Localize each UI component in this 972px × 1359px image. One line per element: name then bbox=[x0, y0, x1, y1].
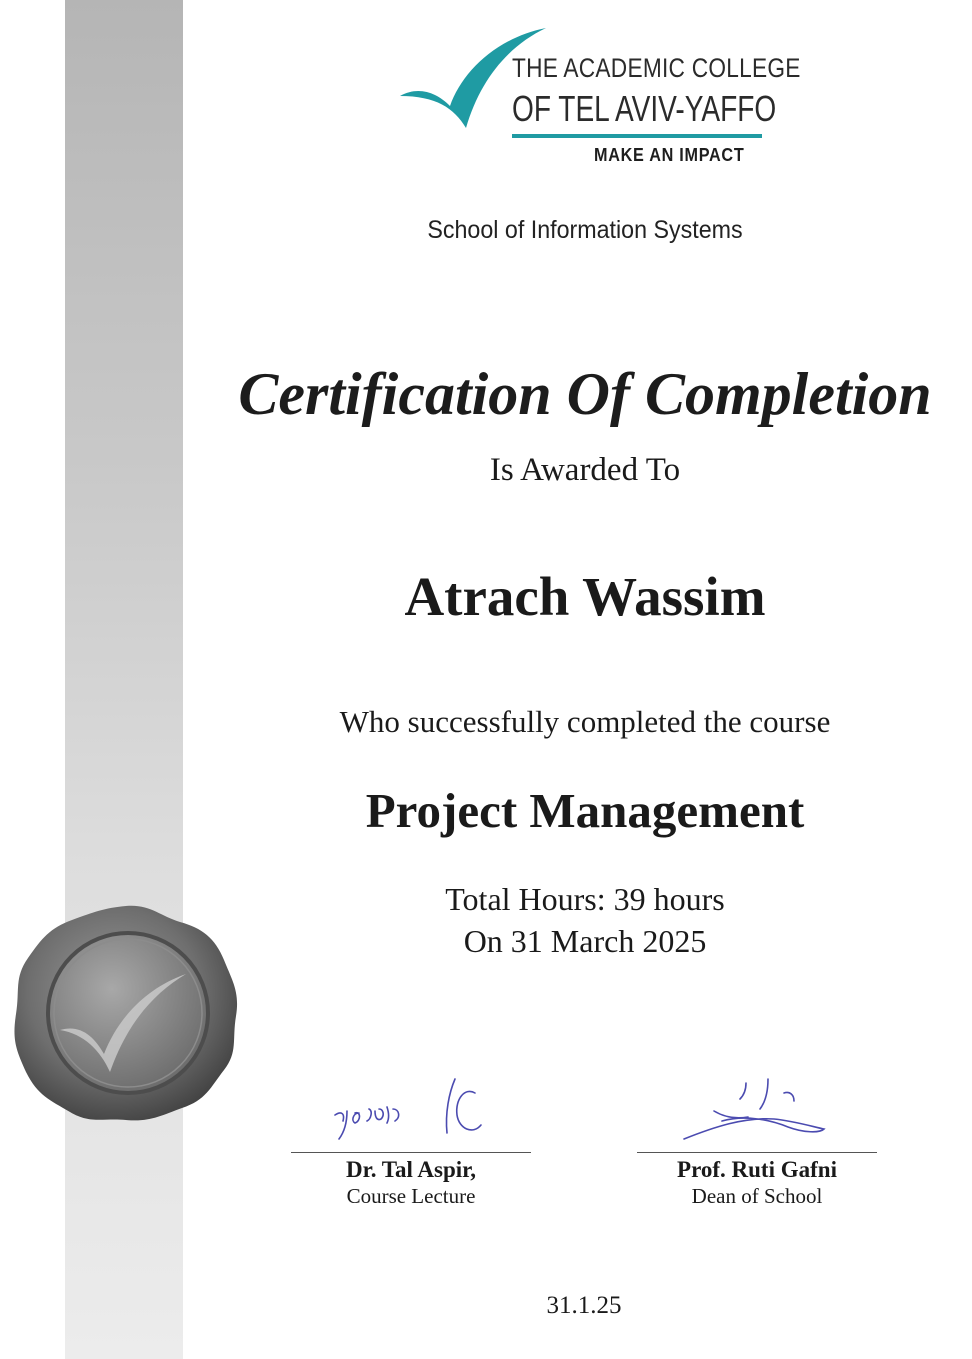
signature-line bbox=[637, 1152, 877, 1153]
course-name: Project Management bbox=[365, 783, 805, 838]
signatory-dean bbox=[637, 1152, 877, 1209]
decorative-ribbon bbox=[65, 0, 183, 1359]
logo-tagline: MAKE AN IMPACT bbox=[594, 145, 745, 165]
signatory-lecturer bbox=[291, 1152, 531, 1209]
signatory-role: Course Lecture bbox=[346, 1184, 476, 1208]
certificate-title: Certification Of Completion bbox=[238, 361, 932, 427]
completed-course-text: Who successfully completed the course bbox=[339, 704, 831, 739]
completion-date: On 31 March 2025 bbox=[463, 923, 707, 959]
college-logo bbox=[396, 24, 801, 174]
recipient-name: Atrach Wassim bbox=[404, 566, 766, 627]
logo-rule bbox=[512, 134, 762, 138]
awarded-to-text: Is Awarded To bbox=[489, 452, 681, 488]
school-name: School of Information Systems bbox=[427, 216, 743, 244]
total-hours: Total Hours: 39 hours bbox=[445, 881, 725, 917]
logo-line-1: THE ACADEMIC COLLEGE bbox=[512, 53, 801, 83]
logo-line-2: OF TEL AVIV-YAFFO bbox=[512, 88, 777, 129]
signature-left bbox=[325, 1075, 505, 1147]
signature-line bbox=[291, 1152, 531, 1153]
signatory-role: Dean of School bbox=[691, 1184, 823, 1208]
signatory-name: Prof. Ruti Gafni bbox=[677, 1157, 837, 1182]
signatory-name: Dr. Tal Aspir, bbox=[346, 1157, 476, 1182]
signature-right bbox=[680, 1075, 840, 1147]
issue-date: 31.1.25 bbox=[546, 1292, 622, 1319]
